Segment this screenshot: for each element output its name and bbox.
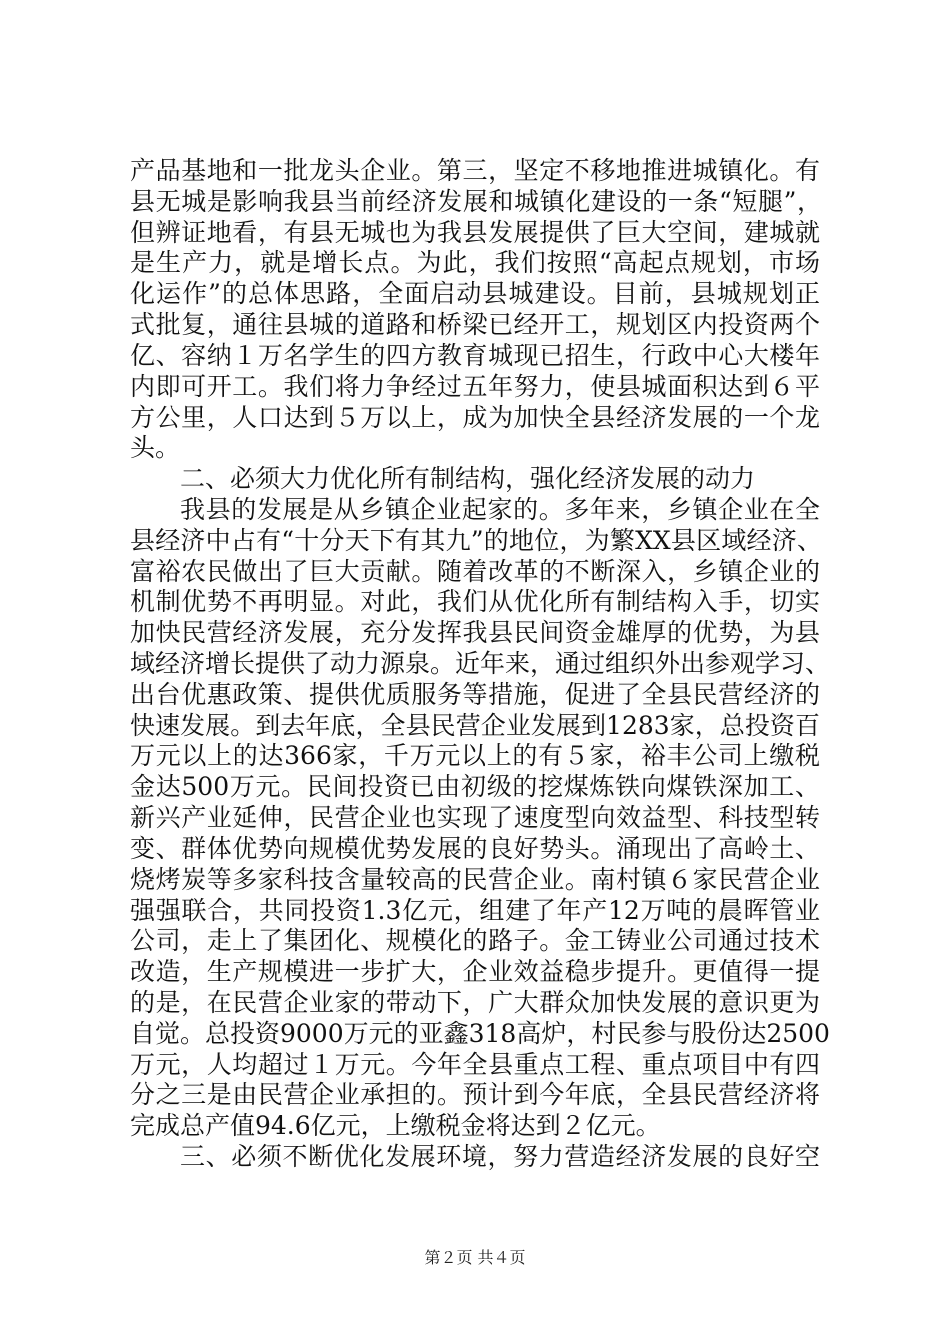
text-line: 但辨证地看，有县无城也为我县发展提供了巨大空间，建城就	[130, 218, 820, 247]
text-line: 公司，走上了集团化、规模化的路子。金工铸业公司通过技术	[130, 926, 820, 955]
text-line: 化运作”的总体思路，全面启动县城建设。目前，县城规划正	[130, 279, 820, 308]
text-line: 机制优势不再明显。对此，我们从优化所有制结构入手，切实	[130, 587, 820, 616]
text-line: 万元，人均超过１万元。今年全县重点工程、重点项目中有四	[130, 1050, 820, 1079]
text-line: 金达500万元。民间投资已由初级的挖煤炼铁向煤铁深加工、	[130, 772, 820, 801]
text-line: 产品基地和一批龙头企业。第三，坚定不移地推进城镇化。有	[130, 156, 820, 185]
text-line: 亿、容纳１万名学生的四方教育城现已招生，行政中心大楼年	[130, 341, 820, 370]
text-line: 我县的发展是从乡镇企业起家的。多年来，乡镇企业在全	[180, 495, 820, 524]
text-line: 变、群体优势向规模优势发展的良好势头。涌现出了高岭土、	[130, 834, 820, 863]
text-line: 新兴产业延伸，民营企业也实现了速度型向效益型、科技型转	[130, 803, 820, 832]
text-line: 县经济中占有“十分天下有其九”的地位，为繁XX县区域经济、	[130, 526, 822, 555]
text-line: 分之三是由民营企业承担的。预计到今年底，全县民营经济将	[130, 1080, 820, 1109]
text-line: 富裕农民做出了巨大贡献。随着改革的不断深入，乡镇企业的	[130, 557, 820, 586]
text-line: 烧烤炭等多家科技含量较高的民营企业。南村镇６家民营企业	[130, 865, 820, 894]
text-line: 内即可开工。我们将力争经过五年努力，使县城面积达到６平	[130, 372, 820, 401]
text-line: 式批复，通往县城的道路和桥梁已经开工，规划区内投资两个	[130, 310, 820, 339]
text-line: 完成总产值94.6亿元，上缴税金将达到２亿元。	[130, 1111, 661, 1140]
text-line: 是生产力，就是增长点。为此，我们按照“高起点规划，市场	[130, 248, 820, 277]
text-line: 改造，生产规模进一步扩大，企业效益稳步提升。更值得一提	[130, 957, 820, 986]
section-heading: 三、必须不断优化发展环境，努力营造经济发展的良好空	[180, 1142, 820, 1171]
text-line: 强强联合，共同投资1.3亿元，组建了年产12万吨的晨晖管业	[130, 896, 820, 925]
text-line: 方公里，人口达到５万以上，成为加快全县经济发展的一个龙	[130, 403, 820, 432]
text-line: 出台优惠政策、提供优质服务等措施，促进了全县民营经济的	[130, 680, 820, 709]
text-line: 头。	[130, 433, 181, 462]
text-line: 县无城是影响我县当前经济发展和城镇化建设的一条“短腿”，	[130, 187, 822, 216]
text-line: 万元以上的达366家，千万元以上的有５家，裕丰公司上缴税	[130, 741, 820, 770]
text-line: 快速发展。到去年底，全县民营企业发展到1283家，总投资百	[130, 711, 820, 740]
text-line: 的是，在民营企业家的带动下，广大群众加快发展的意识更为	[130, 988, 820, 1017]
text-line: 加快民营经济发展，充分发挥我县民间资金雄厚的优势，为县	[130, 618, 820, 647]
page-footer: 第２页 共４页	[424, 1248, 526, 1267]
text-line: 域经济增长提供了动力源泉。近年来，通过组织外出参观学习、	[130, 649, 831, 678]
text-line: 自觉。总投资9000万元的亚鑫318高炉，村民参与股份达2500	[130, 1019, 830, 1048]
section-heading: 二、必须大力优化所有制结构，强化经济发展的动力	[180, 464, 756, 493]
